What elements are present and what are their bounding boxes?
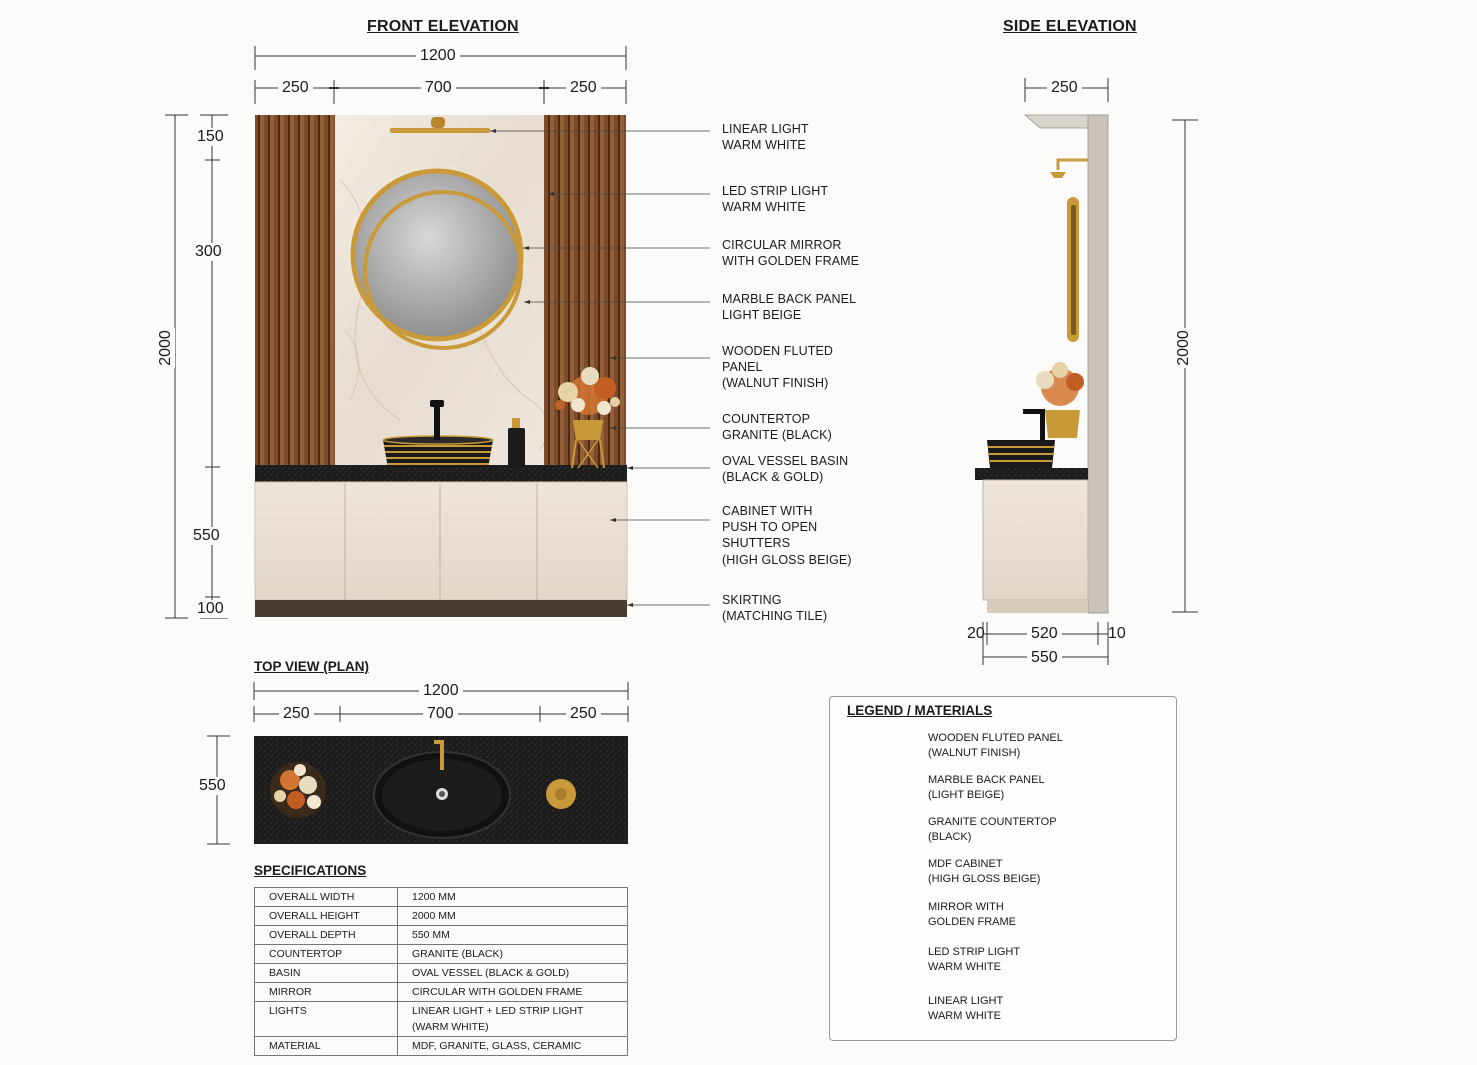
spec-label: BASIN	[255, 964, 398, 983]
front-left-width: 250	[278, 79, 313, 97]
top-view-plan	[254, 736, 628, 844]
callout-cabinet: CABINET WITH PUSH TO OPEN SHUTTERS (HIGH GLOSS BEIGE)	[722, 504, 852, 567]
front-center-width: 700	[421, 79, 456, 97]
table-row	[255, 907, 628, 926]
plan-depth: 550	[195, 777, 230, 795]
side-gap-right: 10	[1108, 625, 1126, 642]
plan-center-width: 700	[423, 705, 458, 723]
soap-dispenser	[508, 428, 525, 468]
table-row	[255, 983, 628, 1002]
plan-overall-width: 1200	[419, 682, 463, 700]
front-overall-width: 1200	[416, 47, 460, 65]
legend-item-granite: GRANITE COUNTERTOP (BLACK)	[928, 816, 1057, 843]
side-top-width: 250	[1047, 79, 1082, 97]
callout-countertop: COUNTERTOP GRANITE (BLACK)	[722, 412, 832, 443]
table-row	[255, 964, 628, 983]
skirting	[255, 600, 627, 617]
legend-item-mirror: MIRROR WITH GOLDEN FRAME	[928, 901, 1017, 928]
legend-title: LEGEND / MATERIALS	[847, 703, 993, 718]
callout-linear-light: LINEAR LIGHT WARM WHITE	[722, 122, 809, 153]
callout-circular-mirror: CIRCULAR MIRROR WITH GOLDEN FRAME	[722, 238, 860, 269]
specifications-table	[254, 887, 628, 1056]
callout-skirting: SKIRTING (MATCHING TILE)	[722, 593, 828, 624]
spec-label: MATERIAL	[255, 1037, 398, 1056]
spec-value: OVAL VESSEL (BLACK & GOLD)	[398, 964, 628, 983]
front-dim-mirror-zone: 300	[191, 243, 226, 261]
legend-item-marble: MARBLE BACK PANEL (LIGHT BEIGE)	[928, 774, 1045, 801]
plan-left-width: 250	[279, 705, 314, 723]
spec-label: OVERALL HEIGHT	[255, 907, 398, 926]
spec-value: 2000 MM	[398, 907, 628, 926]
spec-label: LIGHTS	[255, 1002, 398, 1037]
spec-label: OVERALL DEPTH	[255, 926, 398, 945]
front-elevation-title: FRONT ELEVATION	[367, 18, 519, 35]
table-row	[255, 1002, 628, 1037]
spec-label: COUNTERTOP	[255, 945, 398, 964]
table-row	[255, 926, 628, 945]
side-height: 2000	[1175, 328, 1193, 368]
callout-basin: OVAL VESSEL BASIN (BLACK & GOLD)	[722, 454, 849, 485]
spec-value: GRANITE (BLACK)	[398, 945, 628, 964]
callout-marble-panel: MARBLE BACK PANEL LIGHT BEIGE	[722, 292, 857, 323]
spec-value: MDF, GRANITE, GLASS, CERAMIC	[398, 1037, 628, 1056]
spec-label: OVERALL WIDTH	[255, 888, 398, 907]
callout-fluted-panel: WOODEN FLUTED PANEL (WALNUT FINISH)	[722, 344, 834, 391]
wooden-fluted-panel-left	[255, 115, 335, 465]
side-elevation	[975, 115, 1108, 613]
front-right-width: 250	[566, 79, 601, 97]
legend-item-walnut: WOODEN FLUTED PANEL (WALNUT FINISH)	[928, 732, 1063, 759]
side-cabinet-depth: 520	[1027, 625, 1062, 643]
front-overall-height: 2000	[157, 328, 175, 368]
front-dim-skirting: 100	[193, 600, 228, 618]
side-elevation-title: SIDE ELEVATION	[1003, 18, 1137, 35]
top-view-title: TOP VIEW (PLAN)	[254, 659, 370, 674]
side-overall-depth: 550	[1027, 649, 1062, 667]
legend-item-led: LED STRIP LIGHT WARM WHITE	[928, 946, 1021, 973]
table-row	[255, 945, 628, 964]
spec-value: 550 MM	[398, 926, 628, 945]
legend-item-mdf: MDF CABINET (HIGH GLOSS BEIGE)	[928, 858, 1041, 885]
front-elevation	[255, 115, 627, 617]
spec-value: LINEAR LIGHT + LED STRIP LIGHT (WARM WHITE)	[398, 1002, 628, 1037]
front-dim-top: 150	[193, 128, 228, 146]
side-back-panel	[1088, 115, 1108, 613]
spec-value: 1200 MM	[398, 888, 628, 907]
cabinet	[255, 482, 627, 600]
table-row	[255, 1037, 628, 1056]
specifications-title: SPECIFICATIONS	[254, 863, 367, 878]
table-row	[255, 888, 628, 907]
spec-value: CIRCULAR WITH GOLDEN FRAME	[398, 983, 628, 1002]
legend-item-linear-light: LINEAR LIGHT WARM WHITE	[928, 995, 1004, 1022]
plan-right-width: 250	[566, 705, 601, 723]
spec-label: MIRROR	[255, 983, 398, 1002]
linear-light	[390, 128, 490, 133]
side-gap-left: 20	[967, 625, 985, 642]
callout-led-strip: LED STRIP LIGHT WARM WHITE	[722, 184, 829, 215]
front-dim-cabinet: 550	[189, 527, 224, 545]
